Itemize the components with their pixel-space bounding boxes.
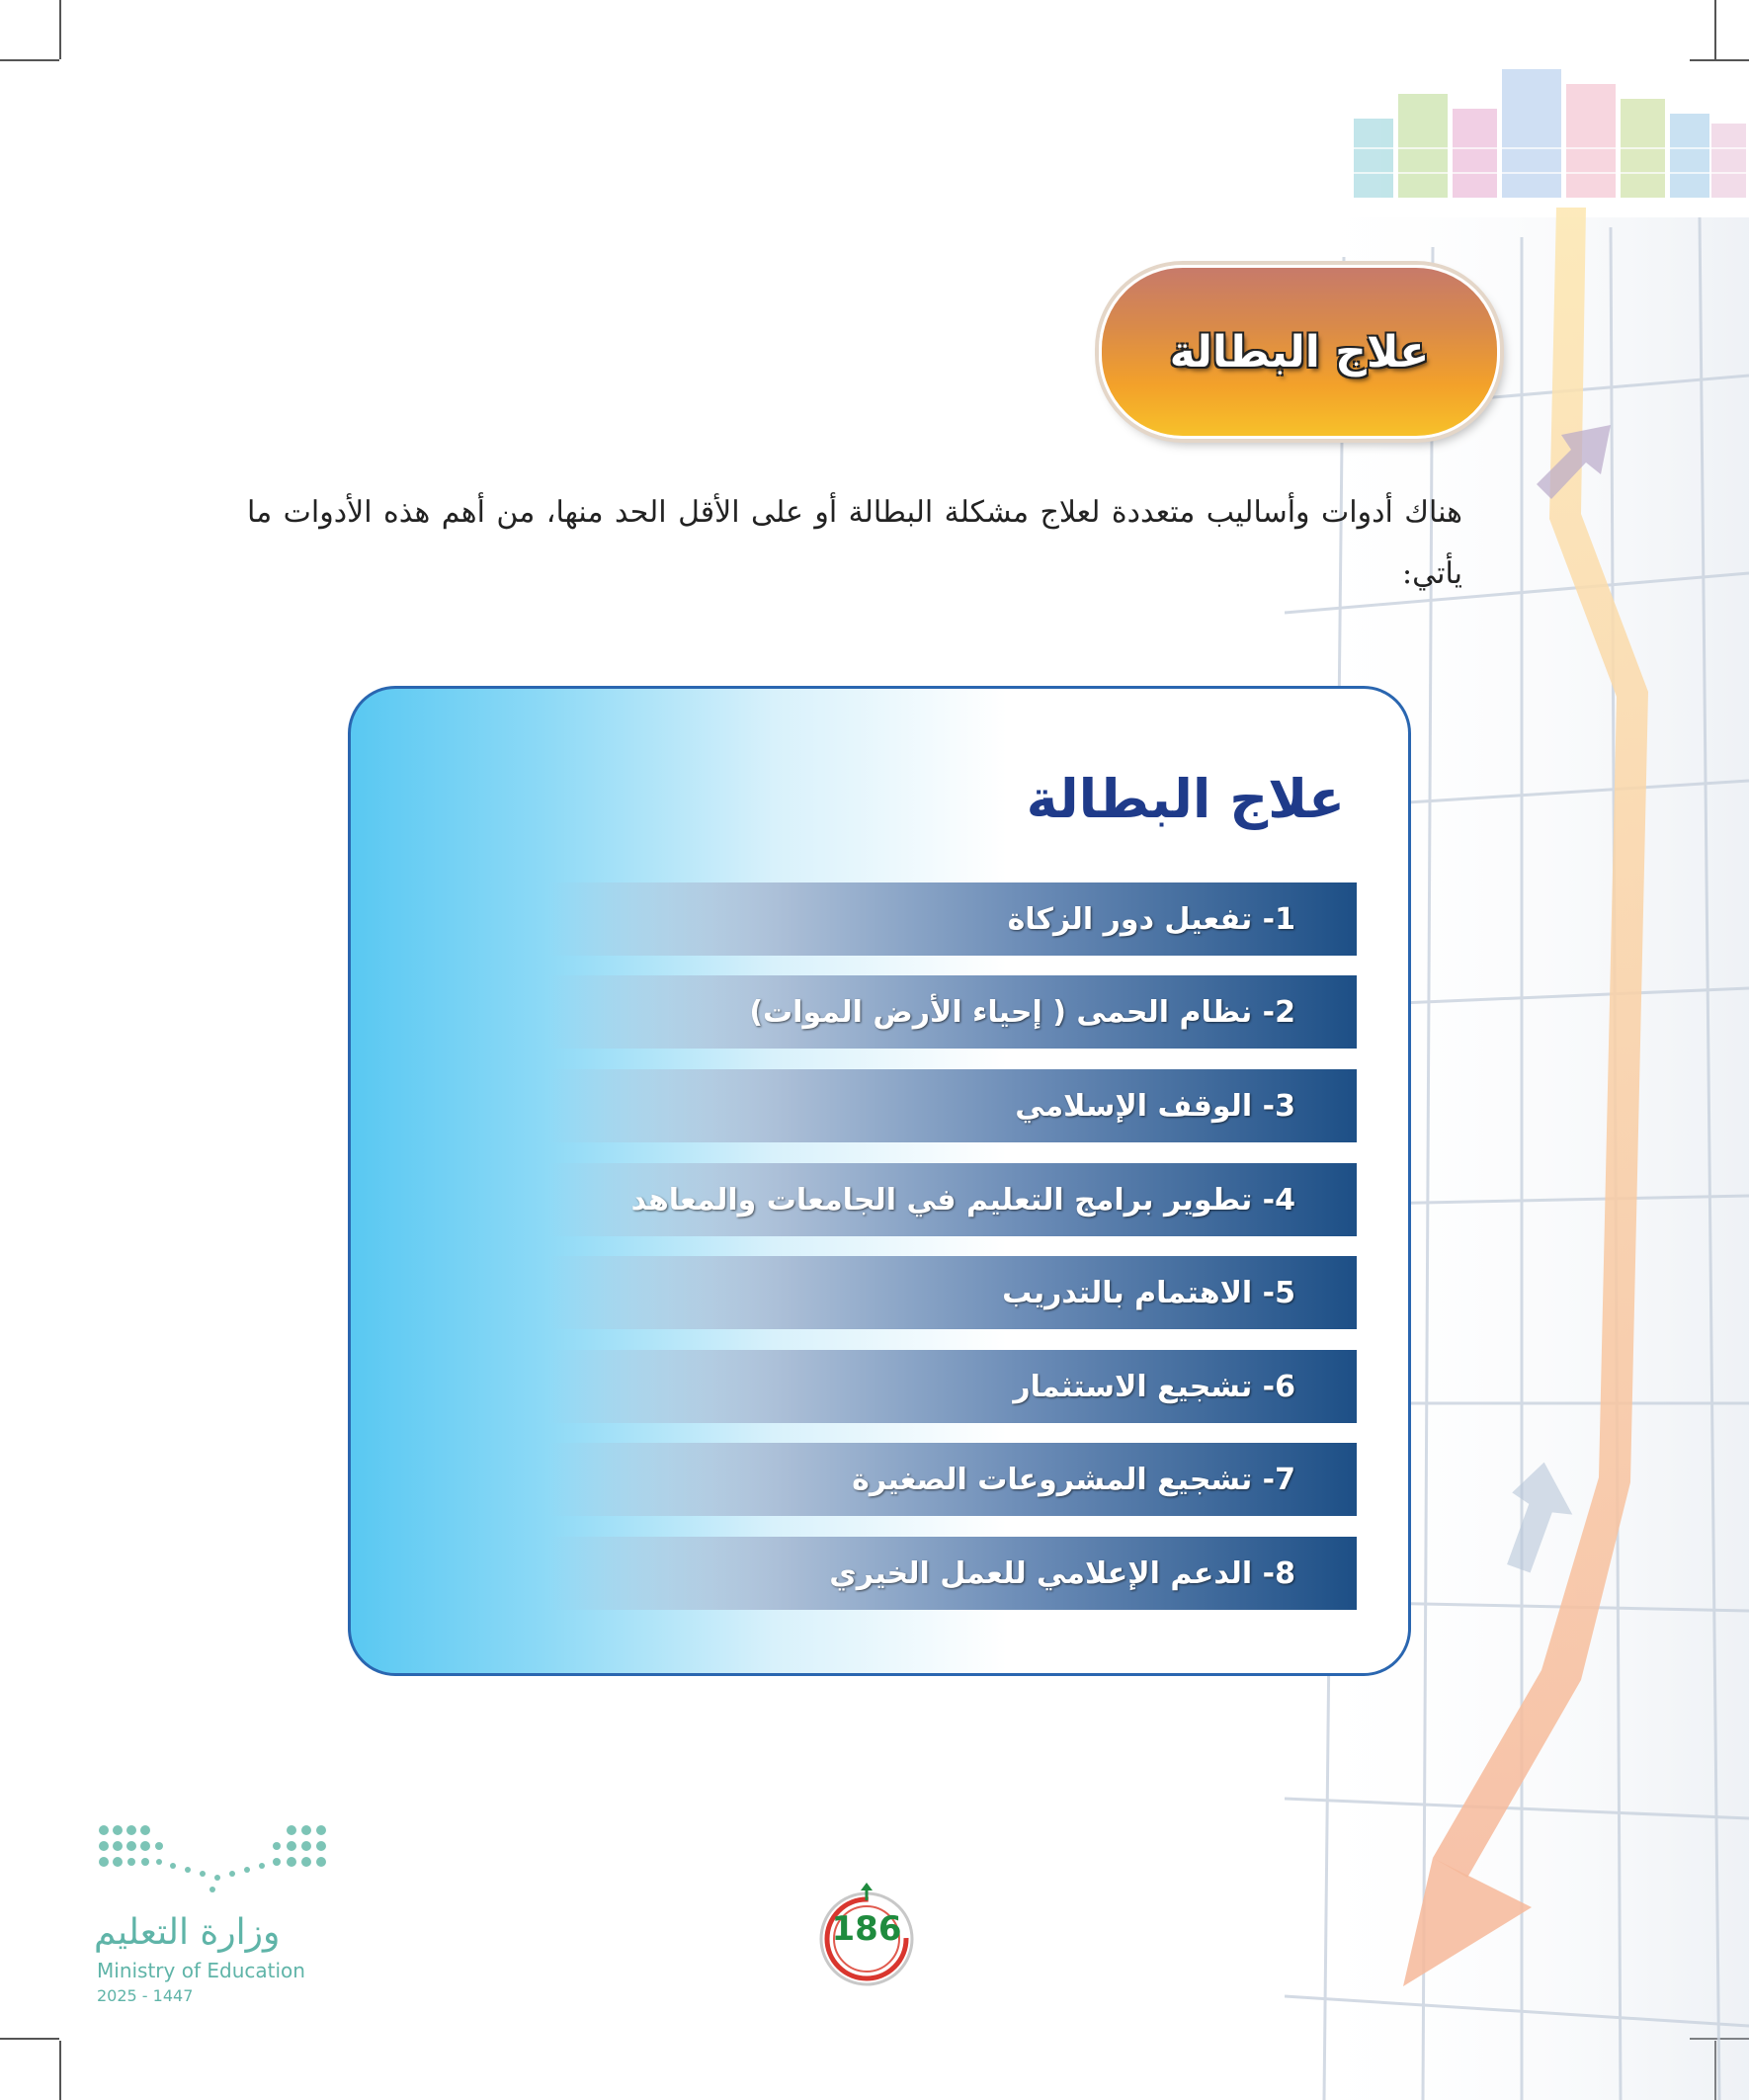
list-item — [546, 1350, 1357, 1423]
list-item-label: 1- تفعيل دور الزكاة — [1007, 901, 1295, 937]
list-item-label: 2- نظام الحمى ( إحياء الأرض الموات) — [749, 994, 1295, 1030]
list-item-label: 3- الوقف الإسلامي — [1015, 1088, 1295, 1124]
ministry-name-arabic: وزارة التعليم — [94, 1912, 281, 1953]
list-item-label: 8- الدعم الإعلامي للعمل الخيري — [829, 1555, 1295, 1591]
crop-mark — [0, 59, 59, 61]
page-number: 186 — [831, 1909, 902, 1949]
list-item-label: 6- تشجيع الاستثمار — [1013, 1369, 1295, 1404]
ministry-name-english: Ministry of Education — [97, 1959, 305, 1982]
list-item-label: 5- الاهتمام بالتدريب — [1002, 1275, 1295, 1310]
list-item — [546, 882, 1357, 956]
intro-paragraph: هناك أدوات وأساليب متعددة لعلاج مشكلة البطالة أو على الأقل الحد منها، من أهم هذه الأدوات ما يأتي: — [247, 495, 1462, 591]
list-item-label: 4- تطوير برامج التعليم في الجامعات والمعاهد — [630, 1182, 1295, 1218]
ministry-logo-icon — [94, 1818, 331, 1897]
unemployment-remedies-card — [348, 686, 1411, 1676]
card-title: علاج البطالة — [1026, 768, 1345, 830]
list-item — [546, 1256, 1357, 1329]
list-item — [546, 1069, 1357, 1142]
crop-mark — [59, 0, 61, 59]
section-title-badge — [1099, 265, 1500, 439]
list-item-label: 7- تشجيع المشروعات الصغيرة — [852, 1462, 1295, 1497]
list-item — [546, 1537, 1357, 1610]
section-title: علاج البطالة — [1169, 326, 1430, 378]
crop-mark — [0, 2038, 59, 2040]
ministry-year: 2025 - 1447 — [97, 1986, 194, 2005]
list-item — [546, 975, 1357, 1049]
list-item — [546, 1443, 1357, 1516]
crop-mark — [59, 2041, 61, 2100]
list-item — [546, 1163, 1357, 1236]
